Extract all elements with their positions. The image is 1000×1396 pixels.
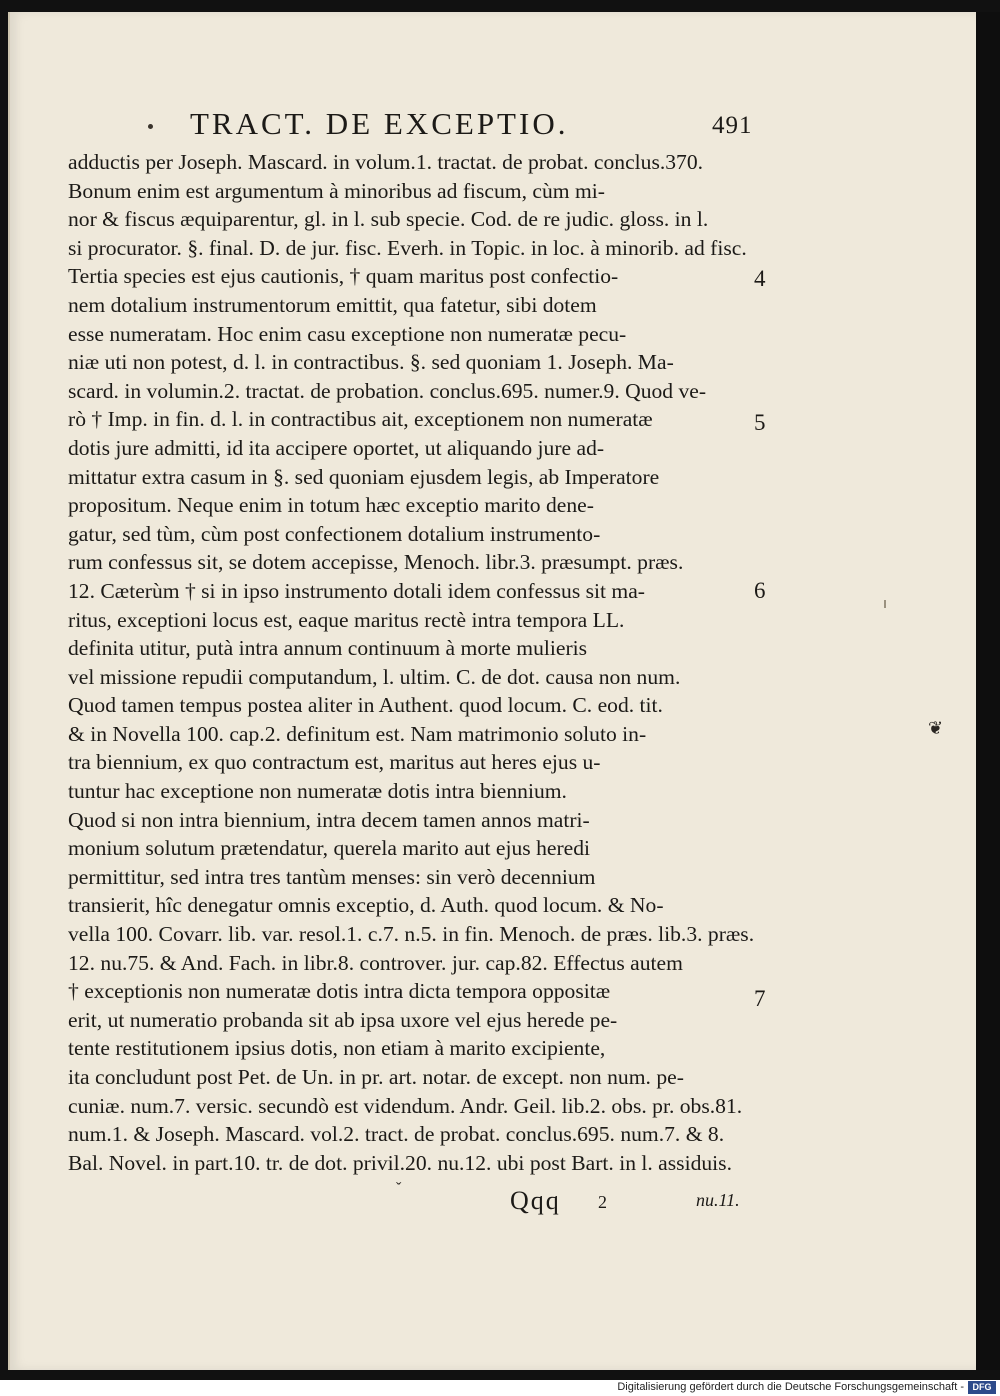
text-line: adductis per Joseph. Mascard. in volum.1. tractat. de probat. conclus.370. — [68, 150, 704, 174]
text-line: & in Novella 100. cap.2. definitum est. Nam matrimonio soluto in- — [68, 721, 647, 746]
text-line: rum confessus sit, se dotem accepisse, Menoch. libr.3. præsumpt. præs. — [68, 550, 684, 575]
text-line: propositum. Neque enim in totum hæc exceptio marito dene- — [68, 493, 594, 518]
text-line: definita utitur, putà intra annum continuum à morte mulieris — [68, 636, 588, 661]
text-line: nem dotalium instrumentorum emittit, qua fatetur, sibi dotem — [68, 292, 597, 317]
text-line: † exceptionis non numeratæ dotis intra dicta tempora oppositæ — [68, 979, 611, 1004]
text-line: 12. nu.75. & And. Fach. in libr.8. controver. jur. cap.82. Effectus autem — [68, 950, 683, 975]
margin-number: 7 — [754, 986, 766, 1011]
margin-speck — [884, 600, 886, 608]
text-line: scard. in volumin.2. tractat. de probation. conclus.695. numer.9. Quod ve- — [68, 378, 707, 403]
body-text — [68, 148, 758, 1177]
text-line: ritus, exceptioni locus est, eaque maritus rectè intra tempora LL. — [68, 607, 625, 632]
text-line: transierit, hîc denegatur omnis exceptio, d. Auth. quod locum. & No- — [68, 893, 664, 918]
text-line: Bal. Novel. in part.10. tr. de dot. privil.20. nu.12. ubi post Bart. in l. assiduis. — [68, 1150, 732, 1175]
credit-text: Digitalisierung gefördert durch die Deutsche Forschungsgemeinschaft - — [617, 1381, 964, 1393]
signature-number: 2 — [598, 1192, 607, 1212]
text-line: esse numeratam. Hoc enim casu exceptione non numeratæ pecu- — [68, 321, 627, 346]
margin-mark-icon: ❦ — [928, 718, 944, 738]
page-header — [190, 106, 770, 146]
text-line: vella 100. Covarr. lib. var. resol.1. c.7. n.5. in fin. Menoch. de præs. lib.3. præs. — [68, 922, 755, 947]
text-line: si procurator. §. final. D. de jur. fisc. Everh. in Topic. in loc. à minorib. ad fisc. — [68, 235, 747, 260]
page-edge — [976, 12, 1000, 1370]
text-line: Quod si non intra biennium, intra decem tamen annos matri- — [68, 807, 590, 832]
text-line: Bonum enim est argumentum à minoribus ad fiscum, cùm mi- — [68, 178, 605, 203]
text-line: cuniæ. num.7. versic. secundò est videndum. Andr. Geil. lib.2. obs. pr. obs.81. — [68, 1093, 743, 1118]
text-line: erit, ut numeratio probanda sit ab ipsa uxore vel ejus herede pe- — [68, 1007, 618, 1032]
text-line: mittatur extra casum in §. sed quoniam ejusdem legis, ab Imperatore — [68, 464, 660, 489]
catchword: nu.11. — [696, 1190, 740, 1210]
text-line: rò † Imp. in fin. d. l. in contractibus ait, exceptionem non numeratæ — [68, 407, 653, 432]
margin-number: 6 — [754, 578, 766, 603]
text-line: niæ uti non potest, d. l. in contractibus. §. sed quoniam 1. Joseph. Ma- — [68, 350, 674, 375]
dfg-logo: DFG — [968, 1381, 996, 1394]
caret-mark-icon: ˇ — [396, 1180, 402, 1197]
text-line: dotis jure admitti, id ita accipere oportet, ut aliquando jure ad- — [68, 435, 605, 460]
text-line: permittitur, sed intra tres tantùm menses: sin verò decennium — [68, 864, 596, 889]
text-line: Tertia species est ejus cautionis, † quam maritus post confectio- — [68, 264, 619, 289]
text-line: Quod tamen tempus postea aliter in Authent. quod locum. C. eod. tit. — [68, 693, 663, 718]
margin-number: 5 — [754, 410, 766, 435]
text-line: num.1. & Joseph. Mascard. vol.2. tract. de probat. conclus.695. num.7. & 8. — [68, 1122, 725, 1147]
text-line: ita concludunt post Pet. de Un. in pr. art. notar. de except. non num. pe- — [68, 1065, 684, 1089]
text-line: monium solutum prætendatur, querela marito aut ejus heredi — [68, 836, 591, 861]
text-line: gatur, sed tùm, cùm post confectionem dotalium instrumento- — [68, 521, 601, 546]
text-line: nor & fiscus æquiparentur, gl. in l. sub specie. Cod. de re judic. gloss. in l. — [68, 207, 709, 232]
text-line: tente restitutionem ipsius dotis, non etiam à marito excipiente, — [68, 1036, 606, 1061]
text-line: vel missione repudii computandum, l. ultim. C. de dot. causa non num. — [68, 664, 681, 689]
signature-mark: Qqq — [510, 1186, 561, 1215]
header-ornament-dot — [148, 124, 153, 129]
text-line: tra biennium, ex quo contractum est, maritus aut heres ejus u- — [68, 750, 601, 775]
page-number: 491 — [712, 112, 753, 139]
margin-number: 4 — [754, 266, 766, 291]
running-title: TRACT. DE EXCEPTIO. — [190, 106, 569, 141]
text-line: 12. Cæterùm † si in ipso instrumento dotali idem confessus sit ma- — [68, 578, 645, 603]
text-line: tuntur hac exceptione non numeratæ dotis intra biennium. — [68, 779, 567, 804]
